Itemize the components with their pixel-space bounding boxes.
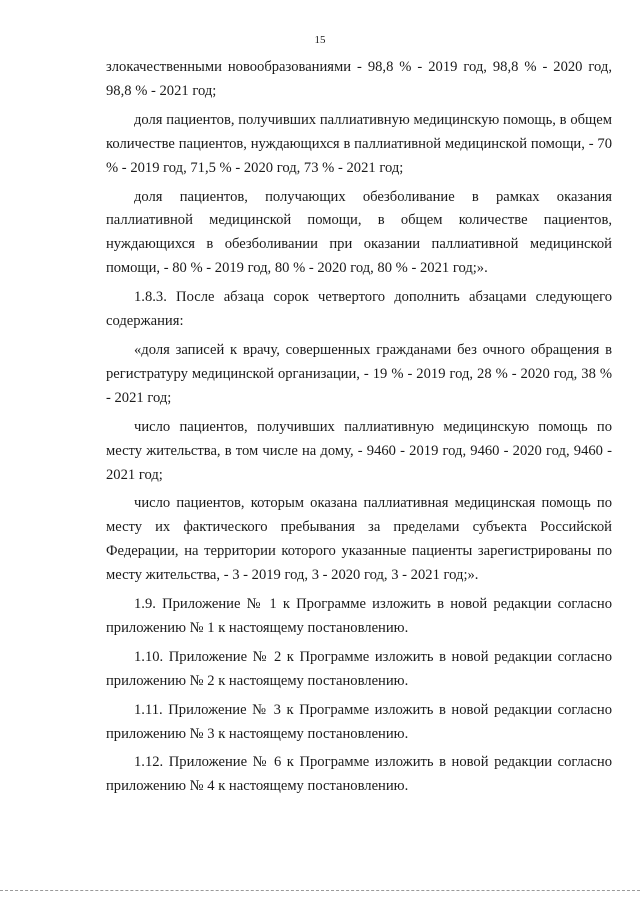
page-number: 15 — [314, 34, 326, 46]
paragraph: число пациентов, которым оказана паллиативная медицинская помощь по месту их фактического пребывания за пределами субъекта Российской Федерации, на территории которого указанные пациенты зарегистрированы по месту жительства, - 3 - 2019 год, 3 - 2020 год, 3 - 2021 год;». — [106, 495, 612, 584]
bottom-divider — [0, 890, 640, 892]
paragraph-continuation: злокачественными новообразованиями - 98,8 % - 2019 год, 98,8 % - 2020 год, 98,8 % - 2021 год; — [106, 59, 612, 99]
paragraph: доля пациентов, получивших паллиативную медицинскую помощь, в общем количестве пациентов, нуждающихся в паллиативной медицинской помощи, - 70 % - 2019 год, 71,5 % - 2020 год, 73 % - 2021 год; — [106, 111, 612, 176]
paragraph: 1.8.3. После абзаца сорок четвертого дополнить абзацами следующего содержания: — [106, 289, 612, 330]
document-body — [106, 56, 612, 799]
paragraph: 1.9. Приложение № 1 к Программе изложить в новой редакции согласно приложению № 1 к настоящему постановлению. — [106, 596, 612, 636]
paragraph: 1.10. Приложение № 2 к Программе изложить в новой редакции согласно приложению № 2 к настоящему постановлению. — [106, 648, 612, 689]
paragraph: «доля записей к врачу, совершенных гражданами без очного обращения в регистратуру медицинской организации, - 19 % - 2019 год, 28 % - 2020 год, 38 % - 2021 год; — [106, 341, 612, 406]
paragraph: 1.11. Приложение № 3 к Программе изложить в новой редакции согласно приложению № 3 к настоящему постановлению. — [106, 701, 612, 742]
paragraph: доля пациентов, получающих обезболивание в рамках оказания паллиативной медицинской помощи, в общем количестве пациентов, нуждающихся в обезболивании при оказании паллиативной медицинской помощи, - 80 % - 2019 год, 80 % - 2020 год, 80 % - 2021 год;». — [106, 188, 612, 277]
paragraph: число пациентов, получивших паллиативную медицинскую помощь по месту жительства, в том числе на дому, - 9460 - 2019 год, 9460 - 2020 год, 9460 - 2021 год; — [106, 418, 612, 483]
paragraph: 1.12. Приложение № 6 к Программе изложить в новой редакции согласно приложению № 4 к настоящему постановлению. — [106, 754, 612, 795]
